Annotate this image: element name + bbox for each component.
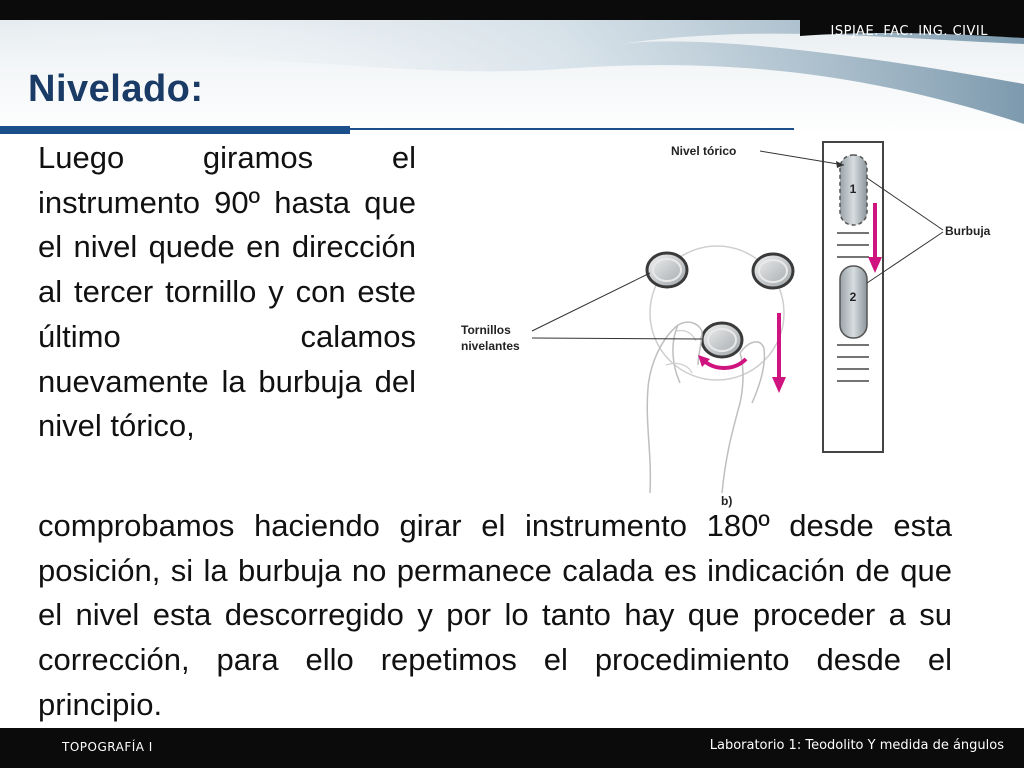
title-underline-thick [0,126,350,134]
leveling-diagram [440,133,1024,512]
footer-course: TOPOGRAFÍA I [62,740,153,754]
label-nivel-torico: Nivel tórico [671,144,737,158]
institution-header: ISPJAE. FAC. ING. CIVIL [830,24,988,39]
tornillos-leader-2 [532,338,702,339]
label-burbuja: Burbuja [945,224,991,238]
paragraph-1: Luego giramos el instrumento 90º hasta que el nivel quede en dirección al tercer tornillo y con este último calamos nuevamente la burbuja del nivel tórico, [38,140,416,444]
figure-caption: b) [721,494,733,508]
tornillos-leader-1 [532,273,650,331]
label-tornillos-line2: nivelantes [461,339,520,353]
footer-lab-title: Laboratorio 1: Teodolito Y medida de ángulos [709,738,1004,753]
slide-title: Nivelado: [28,68,204,110]
bubble-2-number: 2 [849,290,857,304]
nivel-torico-leader [760,151,844,165]
leveling-figure [440,133,1024,512]
label-tornillos-line1: Tornillos [461,323,511,337]
title-underline-thin [350,128,794,130]
leveling-screw-left [647,253,687,287]
bubble-1-number: 1 [849,182,857,196]
burbuja-leader-1 [867,178,943,230]
leveling-screw-bottom [702,323,742,357]
paragraph-2: comprobamos haciendo girar el instrumento 180º desde esta posición, si la burbuja no permanece calada es indicación de que el nivel esta descorregido y por lo tanto hay que proceder a su corrección, para ello repetimos el procedimiento desde el principio. [38,508,952,722]
vial-graduations-top [837,233,869,257]
leveling-screw-right [753,254,793,288]
hand-finger-lines [666,330,696,373]
vial-graduations-bottom [837,345,869,381]
